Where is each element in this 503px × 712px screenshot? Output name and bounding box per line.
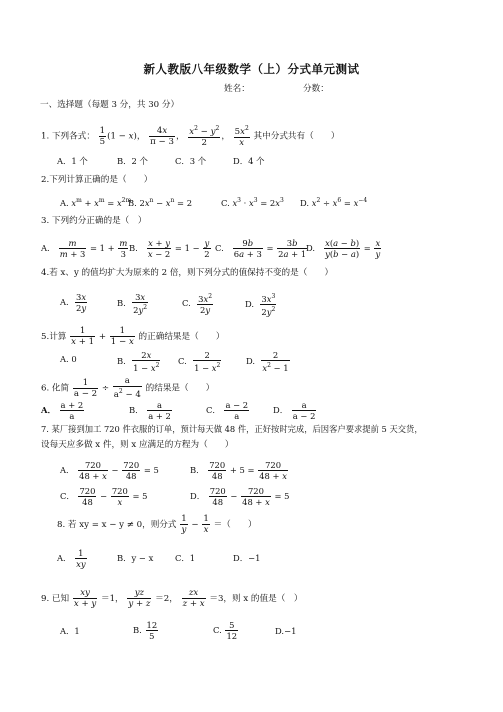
q7-option-c: C． $\frac{720}{48}$ − $\frac{720}{x}$ = 5 [60, 486, 148, 507]
page-title: 新人教版八年级数学（上）分式单元测试 [143, 62, 360, 76]
q2-option-d: D. $x^2 \div x^6 = x^{-4}$ [300, 197, 368, 208]
q2-option-b: B. $2x^n - x^n = 2$ [128, 197, 193, 208]
q8-option-c: C．1 [175, 553, 196, 563]
q4-option-b: B. $\frac{3x}{2y^2}$ [117, 292, 148, 315]
q8-option-d: D．−1 [233, 553, 261, 563]
q3-option-a: A. $\frac{m}{m + 3}$ = 1 + $\frac{m}{3}$ [41, 238, 128, 259]
q5-option-c: C. $\frac{2}{1 - x^2}$ [178, 350, 221, 373]
q4-option-a: A. $\frac{3x}{2y}$ [60, 292, 87, 313]
q9-option-b: B. $\frac{12}{5}$ [133, 620, 158, 641]
section-heading: 一、选择题（每题 3 分，共 30 分） [40, 100, 180, 110]
q1-item-2: $\frac{4x}{\pi - 3}$ [150, 125, 174, 147]
q1-number: 1. [41, 131, 50, 142]
q5-option-d: D. $\frac{2}{x^2 - 1}$ [246, 350, 289, 373]
q5-option-a: A. 0 [60, 354, 77, 364]
q6-option-d: D． $\frac{a}{a - 2}$ [273, 400, 316, 421]
q1-tail: 其中分式共有（ ） [253, 131, 340, 142]
q5-option-b: B. $\frac{2x}{1 - x^2}$ [117, 350, 160, 373]
q4-option-c: C. $\frac{3x^2}{2y}$ [182, 293, 213, 315]
q7-line-2: 设每天应多做 x 件，则 x 应满足的方程为（ ） [41, 440, 234, 450]
q1-item-1: $\frac{1}{5}$ [99, 125, 106, 147]
q7-line-1: 7. 某厂接到加工 720 件衣服的订单，预计每天做 48 件，正好按时完成，后因客户要求提前 5 天交货， [41, 424, 423, 434]
q8-option-b: B．y − x [117, 553, 154, 563]
q9-stem: 9. 已知 $\frac{xy}{x + y}$ ＝1， $\frac{yz}{y + z}$ ＝2， $\frac{zx}{z + x}$ ＝3，则 x 的值是（ ） [41, 588, 303, 609]
q6-stem: 6. 化简 $\frac{1}{a - 2}$ ÷ $\frac{a}{a^2 - 4}$ 的结果是（ ） [41, 376, 215, 400]
q3-option-c: C. $\frac{9b}{6a + 3}$ = $\frac{3b}{2a + 1}$ [215, 238, 307, 259]
q1-option-b: B．2 个 [117, 156, 148, 166]
question-1: 1. 下列各式： $\frac{1}{5}$ (1 − x)， $\frac{4x}{\pi - 3}$ ， $\frac{x^2 - y^2}{2}$ ， $\frac{5x^2}{x}$ 其中分式共有（ ） [41, 125, 340, 148]
q3-option-d: D. $\frac{x(a - b)}{y(b - a)}$ = $\frac{x}{y}$ [306, 238, 381, 259]
q1-lead: 下列各式： [51, 131, 95, 142]
q5-stem: 5.计算 $\frac{1}{x + 1}$ + $\frac{1}{1 - x}$ 的正确结果是（ ） [41, 326, 225, 347]
name-label: 姓名： [224, 84, 250, 94]
q3-stem: 3. 下列约分正确的是（ ） [41, 216, 147, 226]
q8-option-a: A． $\frac{1}{xy}$ [57, 548, 86, 569]
q6-option-a: A． $\frac{a + 2}{a}$ [41, 400, 84, 421]
score-label: 分数： [303, 84, 329, 94]
q1-item-4: $\frac{5x^2}{x}$ [234, 125, 249, 148]
q6-option-c: C． $\frac{a - 2}{a}$ [206, 400, 249, 421]
q1-item-3: $\frac{x^2 - y^2}{2}$ [189, 125, 220, 148]
q7-option-a: A． $\frac{720}{48 + x}$ − $\frac{720}{48}$ = 5 [60, 460, 159, 481]
q7-option-d: D． $\frac{720}{48}$ − $\frac{720}{48 + x}$ = 5 [190, 486, 290, 507]
q4-option-d: D. $\frac{3x^3}{2y^2}$ [245, 293, 276, 317]
q3-option-b: B. $\frac{x + y}{x - 2}$ = 1 − $\frac{y}{2}$ [129, 238, 210, 259]
q9-option-a: A．1 [60, 626, 80, 636]
q2-option-c: C. $x^3 \cdot x^3 = 2x^3$ [221, 197, 284, 208]
q4-stem: 4.若 x、y 的值均扩大为原来的 2 倍，则下列分式的值保持不变的是（ ） [41, 268, 334, 278]
q1-option-c: C．3 个 [175, 156, 207, 166]
q6-option-b: B． $\frac{a}{a + 2}$ [129, 400, 171, 421]
q9-option-d: D.−1 [275, 626, 297, 636]
q9-option-c: C. $\frac{5}{12}$ [213, 620, 238, 641]
q2-option-a: A. $x^m + x^m = x^{2m}$ [60, 197, 132, 208]
q8-stem: 8. 若 xy = x − y ≠ 0，则分式 $\frac{1}{y}$ − $\frac{1}{x}$ ＝（ ） [57, 514, 257, 535]
q1-option-d: D．4 个 [233, 156, 265, 166]
q1-option-a: A．1 个 [57, 156, 88, 166]
q2-stem: 2.下列计算正确的是（ ） [41, 175, 153, 185]
q7-option-b: B． $\frac{720}{48}$ + 5 = $\frac{720}{48 + x}$ [190, 460, 287, 481]
